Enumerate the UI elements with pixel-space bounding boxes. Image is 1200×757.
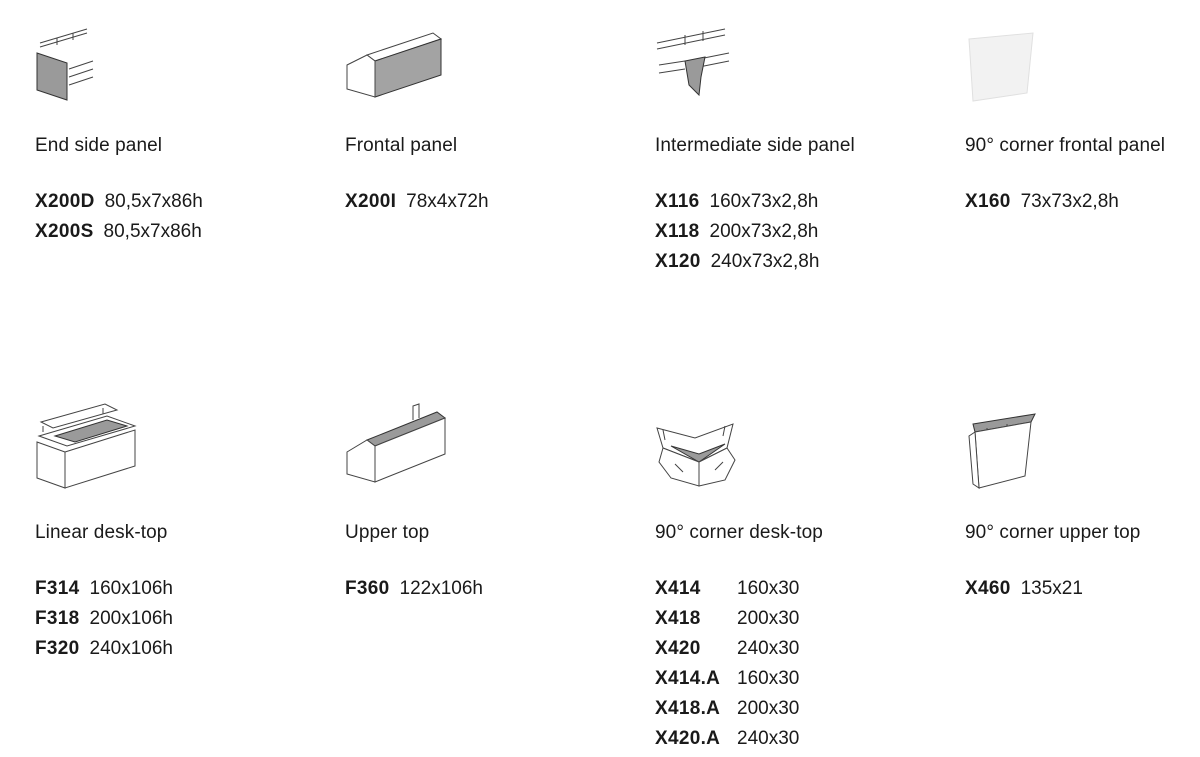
code-row — [655, 217, 819, 247]
end-side-panel-icon — [35, 25, 105, 105]
corner-frontal-panel-icon — [965, 25, 1045, 105]
product-dimensions: 240x30 — [737, 638, 800, 659]
code-row — [965, 574, 1083, 604]
product-code: X200I — [345, 191, 397, 212]
linear-desk-top-icon — [35, 400, 145, 495]
code-list — [655, 574, 799, 754]
product-title: 90° corner desk-top — [655, 522, 823, 543]
code-row — [35, 217, 203, 247]
code-row — [35, 604, 173, 634]
code-row — [655, 187, 819, 217]
code-list — [345, 574, 483, 604]
product-code: F314 — [35, 578, 80, 599]
product-title: Intermediate side panel — [655, 135, 855, 156]
product-dimensions: 240x106h — [89, 638, 173, 659]
product-dimensions: 160x30 — [737, 578, 800, 599]
product-code: F360 — [345, 578, 390, 599]
code-row — [35, 187, 203, 217]
code-list — [655, 187, 819, 277]
product-code: X420 — [655, 638, 701, 659]
product-code: X120 — [655, 251, 701, 272]
code-row — [965, 187, 1119, 217]
corner-desk-top-icon — [655, 400, 745, 495]
code-row — [655, 694, 799, 724]
product-dimensions: 80,5x7x86h — [104, 191, 203, 212]
code-row — [35, 634, 173, 664]
product-code: X460 — [965, 578, 1011, 599]
product-code: F320 — [35, 638, 80, 659]
product-title: 90° corner frontal panel — [965, 135, 1166, 156]
code-row — [655, 247, 819, 277]
product-code: X418 — [655, 608, 701, 629]
product-code: X418.A — [655, 698, 721, 719]
product-code: X414.A — [655, 668, 721, 689]
product-code: X116 — [655, 191, 700, 212]
product-dimensions: 80,5x7x86h — [103, 221, 202, 242]
frontal-panel-icon — [345, 25, 455, 105]
product-title: Upper top — [345, 522, 430, 543]
product-dimensions: 240x30 — [737, 728, 800, 749]
code-row — [35, 574, 173, 604]
product-dimensions: 160x106h — [89, 578, 173, 599]
product-dimensions: 78x4x72h — [406, 191, 489, 212]
product-dimensions: 200x30 — [737, 698, 800, 719]
product-code: F318 — [35, 608, 80, 629]
code-list — [345, 187, 489, 217]
product-dimensions: 200x30 — [737, 608, 800, 629]
product-title: Frontal panel — [345, 135, 458, 156]
product-code: X420.A — [655, 728, 721, 749]
product-code: X200D — [35, 191, 95, 212]
product-code: X160 — [965, 191, 1011, 212]
code-row — [655, 604, 799, 634]
product-dimensions: 135x21 — [1020, 578, 1083, 599]
product-title: Linear desk-top — [35, 522, 168, 543]
code-row — [345, 187, 489, 217]
product-title: End side panel — [35, 135, 163, 156]
code-list — [35, 187, 203, 247]
upper-top-icon — [345, 400, 455, 495]
product-dimensions: 200x106h — [89, 608, 173, 629]
code-list — [965, 574, 1083, 604]
product-code: X200S — [35, 221, 94, 242]
product-dimensions: 122x106h — [399, 578, 483, 599]
product-dimensions: 200x73x2,8h — [709, 221, 819, 242]
product-code: X118 — [655, 221, 700, 242]
code-list — [35, 574, 173, 664]
code-row — [655, 574, 799, 604]
intermediate-side-panel-icon — [655, 25, 735, 105]
code-row — [655, 664, 799, 694]
code-row — [655, 724, 799, 754]
product-dimensions: 160x73x2,8h — [709, 191, 819, 212]
product-title: 90° corner upper top — [965, 522, 1141, 543]
corner-upper-top-icon — [965, 400, 1045, 495]
code-list — [965, 187, 1119, 217]
code-row — [345, 574, 483, 604]
code-row — [655, 634, 799, 664]
product-dimensions: 73x73x2,8h — [1020, 191, 1119, 212]
product-code: X414 — [655, 578, 701, 599]
product-dimensions: 240x73x2,8h — [710, 251, 820, 272]
product-dimensions: 160x30 — [737, 668, 800, 689]
